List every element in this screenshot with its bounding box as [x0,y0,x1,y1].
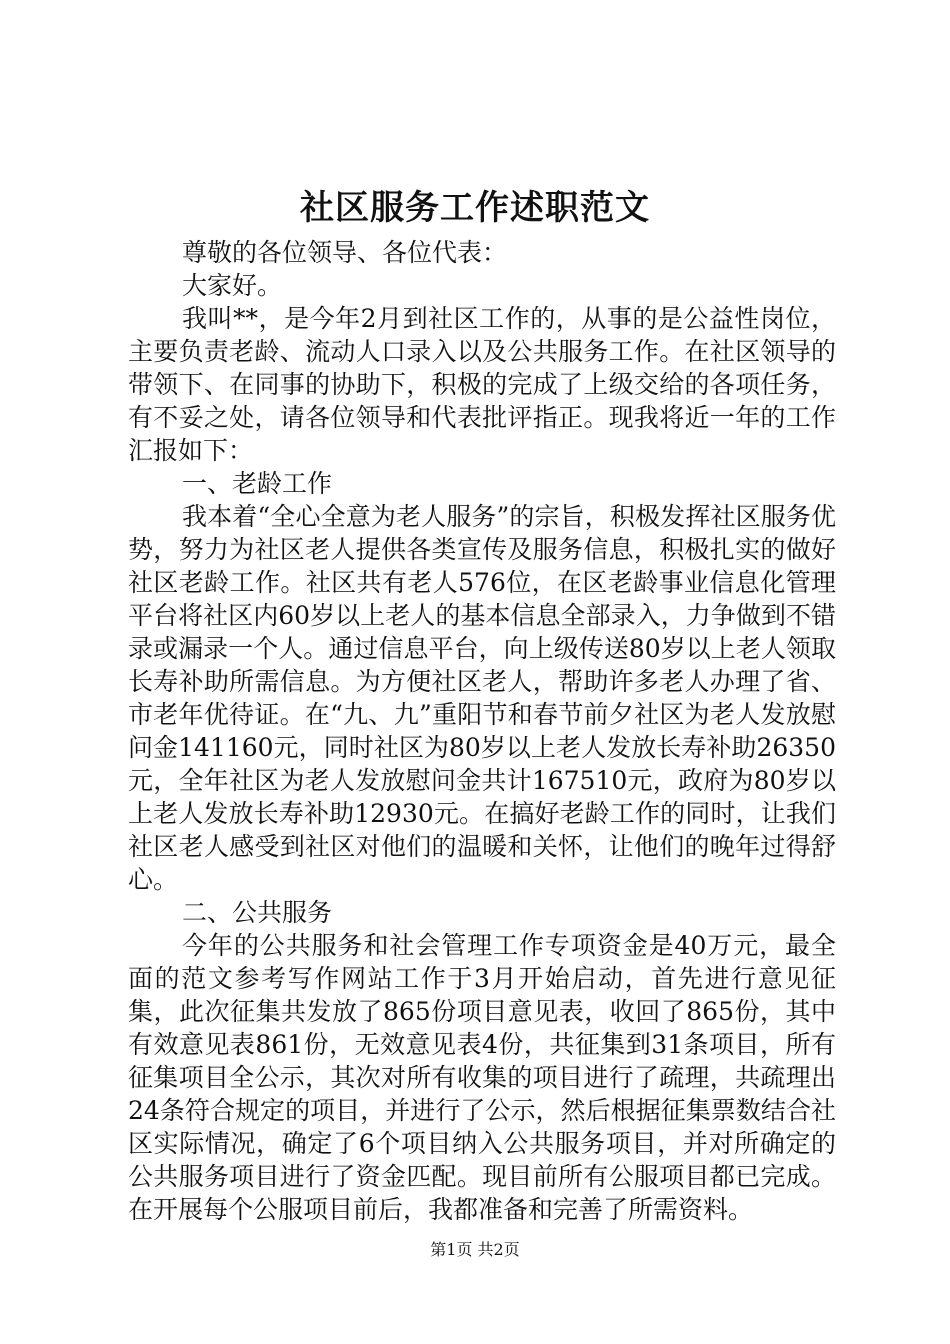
salutation: 尊敬的各位领导、各位代表： [182,238,508,267]
section-heading-elderly-work: 一、老龄工作 [182,469,333,498]
intro-paragraph: 我叫**，是今年2月到社区工作的，从事的是公益性岗位，主要负责老龄、流动人口录入以及公共服务工作。在社区领导的带领下、在同事的协助下，积极的完成了上级交给的各项任务，有不妥之处，请各位领导和代表批评指正。现我将近一年的工作汇报如下： [128,304,836,465]
greeting: 大家好。 [182,271,283,300]
page-footer: 第1页 共2页 [430,1240,520,1259]
elderly-work-paragraph: 我本着“全心全意为老人服务”的宗旨，积极发挥社区服务优势，努力为社区老人提供各类宣传及服务信息，积极扎实的做好社区老龄工作。社区共有老人576位，在区老龄事业信息化管理平台将社区内60岁以上老人的基本信息全部录入，力争做到不错录或漏录一个人。通过信息平台，向上级传送80岁以上老人领取长寿补助所需信息。为方便社区老人，帮助许多老人办理了省、市老年优待证。在“九、九”重阳节和春节前夕社区为老人发放慰问金141160元，同时社区为80岁以上老人发放长寿补助26350元，全年社区为老人发放慰问金共计167510元，政府为80岁以上老人发放长寿补助12930元。在搞好老龄工作的同时，让我们社区老人感受到社区对他们的温暖和关怀，让他们的晚年过得舒心。 [128,502,836,894]
document-body [128,236,836,1226]
public-service-paragraph: 今年的公共服务和社会管理工作专项资金是40万元，最全面的范文参考写作网站工作于3月开始启动，首先进行意见征集，此次征集共发放了865份项目意见表，收回了865份，其中有效意见表861份，无效意见表4份，共征集到31条项目，所有征集项目全公示，其次对所有收集的项目进行了疏理，共疏理出24条符合规定的项目，并进行了公示，然后根据征集票数结合社区实际情况，确定了6个项目纳入公共服务项目，并对所确定的公共服务项目进行了资金匹配。现目前所有公服项目都已完成。在开展每个公服项目前后，我都准备和完善了所需资料。 [128,931,836,1224]
section-heading-public-service: 二、公共服务 [182,898,333,927]
document-title: 社区服务工作述职范文 [300,188,650,228]
